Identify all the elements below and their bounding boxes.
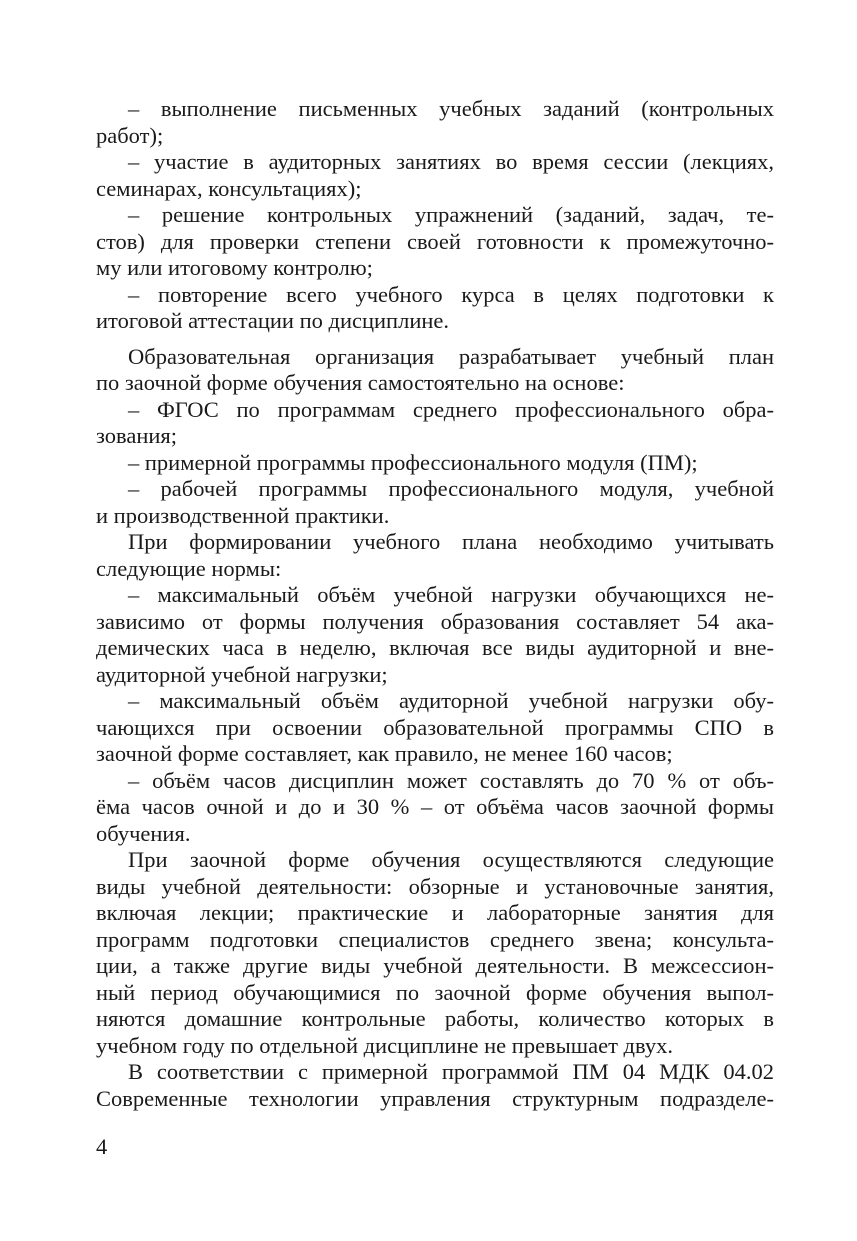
text-line: – участие в аудиторных занятиях во время сессии (лекциях,: [128, 149, 774, 174]
text-line: – ФГОС по программам среднего профессионального обра-: [128, 396, 774, 422]
text-line: При заочной форме обучения осуществляются следующие: [128, 847, 774, 872]
text-line: и производственной практики.: [96, 502, 390, 528]
text-line: заочной форме составляет, как правило, не менее 160 часов;: [96, 741, 673, 766]
text-line: итоговой аттестации по дисциплине.: [96, 308, 450, 333]
text-line: аудиторной учебной нагрузки;: [96, 661, 388, 687]
text-line: зования;: [96, 423, 178, 448]
text-line: работ);: [96, 122, 164, 148]
text-line: – выполнение письменных учебных заданий (контрольных: [128, 96, 774, 121]
text-line: семинарах, консультациях);: [96, 175, 362, 201]
paragraph-gap: [96, 335, 774, 344]
text-line: виды учебной деятельности: обзорные и установочные занятия,: [96, 873, 774, 899]
text-line: – максимальный объём аудиторной учебной нагрузки обу-: [128, 688, 774, 713]
text-line: включая лекции; практические и лабораторные занятия для: [96, 900, 774, 925]
text-line: му или итоговому контролю;: [96, 255, 373, 280]
text-line: няются домашние контрольные работы, количество которых в: [96, 1006, 774, 1031]
text-line: чающихся при освоении образовательной программы СПО в: [96, 714, 774, 740]
text-line: ёма часов очной и до и 30 % – от объёма часов заочной формы: [96, 794, 774, 819]
text-line: – рабочей программы профессионального модуля, учебной: [128, 476, 774, 501]
text-line: учебном году по отдельной дисциплине не превышает двух.: [96, 1032, 673, 1058]
text-line: по заочной форме обучения самостоятельно на основе:: [96, 370, 625, 395]
text-line: Современные технологии управления структурным подразделе-: [96, 1085, 774, 1111]
text-line: – максимальный объём учебной нагрузки обучающихся не-: [128, 582, 774, 607]
text-line: программ подготовки специалистов среднего звена; консульта-: [96, 926, 774, 952]
text-line: ный период обучающимися по заочной форме обучения выпол-: [96, 979, 774, 1005]
text-line: – решение контрольных упражнений (заданий, задач, те-: [128, 202, 774, 227]
text-line: демических часа в неделю, включая все виды аудиторной и вне-: [96, 635, 774, 660]
text-line: ции, а также другие виды учебной деятельности. В межсессион-: [96, 953, 774, 978]
text-line: следующие нормы:: [96, 555, 282, 581]
page-number: 4: [96, 1134, 108, 1159]
text-line: – повторение всего учебного курса в целях подготовки к: [128, 281, 774, 307]
text-line: – объём часов дисциплин может составлять до 70 % от объ-: [128, 767, 774, 793]
text-line: – примерной программы профессионального модуля (ПМ);: [128, 449, 698, 475]
text-line: стов) для проверки степени своей готовности к промежуточно-: [96, 228, 774, 254]
text-line: При формировании учебного плана необходимо учитывать: [128, 529, 774, 554]
text-line: В соответствии с примерной программой ПМ 04 МДК 04.02: [128, 1059, 774, 1084]
text-line: Образовательная организация разрабатывает учебный план: [128, 343, 774, 369]
text-line: обучения.: [96, 820, 191, 846]
page-body: [96, 96, 774, 1112]
text-line: зависимо от формы получения образования составляет 54 ака-: [96, 608, 774, 634]
